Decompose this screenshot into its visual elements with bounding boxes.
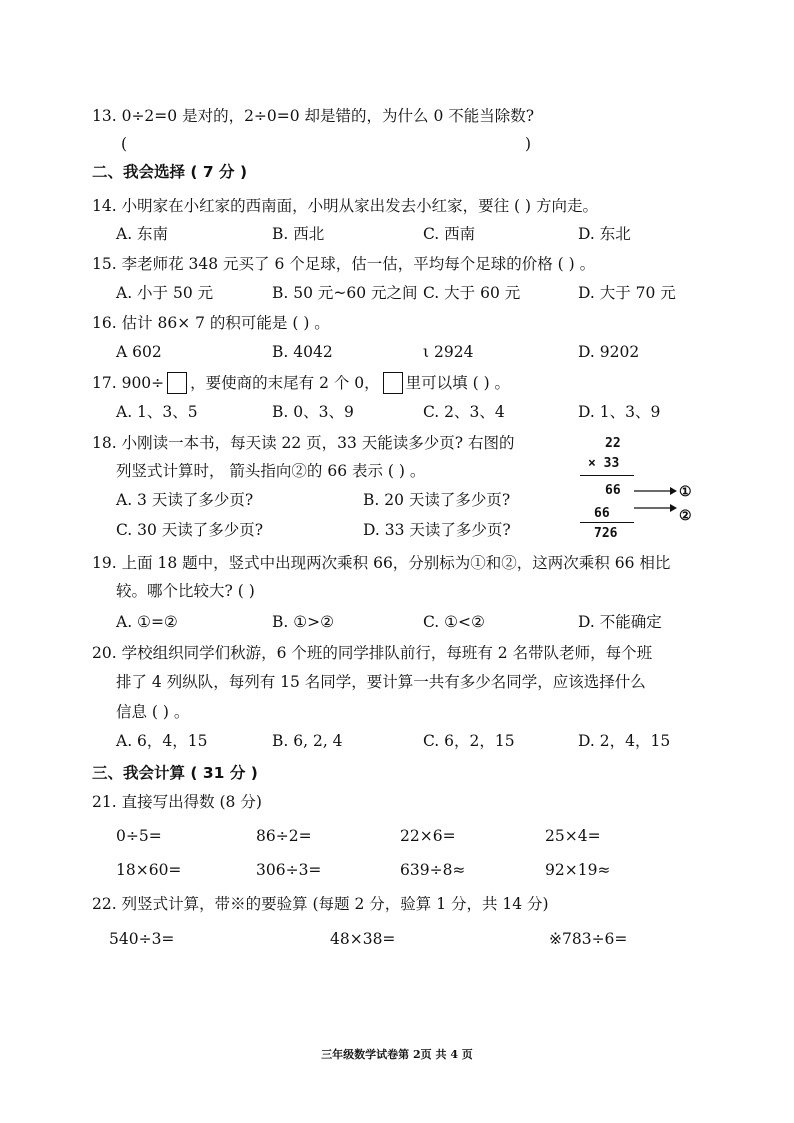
option-a: A. ①=② <box>116 613 178 631</box>
question-16: 16. 估计 86× 7 的积可能是 ( ) 。 <box>92 314 330 332</box>
question-21-title: 21. 直接写出得数 (8 分) <box>92 793 262 811</box>
question-19-line-2: 较。哪个比较大? ( ) <box>116 582 255 600</box>
question-14: 14. 小明家在小红家的西南面，小明从家出发去小红家，要往 ( ) 方向走。 <box>92 197 598 215</box>
question-20-line-2: 排了 4 列纵队，每列有 15 名同学，要计算一共有多少名同学，应该选择什么 <box>116 673 646 691</box>
rule-line <box>580 522 634 523</box>
option-b: B. 4042 <box>272 343 333 361</box>
question-20-line-1: 20. 学校组织同学们秋游，6 个班的同学排队前行，每班有 2 名带队老师，每个班 <box>92 644 653 662</box>
partial-product-1: 66 <box>605 483 621 498</box>
arrow-icon <box>632 484 678 514</box>
question-19-line-1: 19. 上面 18 题中，竖式中出现两次乘积 66，分别标为①和②，这两次乘积 66 相比 <box>92 554 671 572</box>
option-c: C. 西南 <box>423 225 476 243</box>
q17-suffix: 里可以填 ( ) 。 <box>405 374 511 392</box>
option-c: C. ①<② <box>423 613 485 631</box>
rule-line <box>580 475 634 476</box>
marker-1: ① <box>679 484 692 500</box>
option-d: D. 2，4，15 <box>578 732 671 750</box>
option-d: D. 33 天读了多少页? <box>363 521 511 539</box>
section-3-title: 三、我会计算 ( 31 分 ) <box>92 764 258 782</box>
q17-middle: ，要使商的末尾有 2 个 0， <box>190 374 380 392</box>
multiplier: × 33 <box>588 456 620 471</box>
q17-prefix: 17. 900÷ <box>92 374 165 392</box>
question-13: 13. 0÷2=0 是对的，2÷0=0 却是错的，为什么 0 不能当除数? <box>92 107 535 125</box>
option-a: A. 6，4，15 <box>116 732 208 750</box>
option-c: ι 2924 <box>423 343 474 361</box>
option-d: D. 1、3、9 <box>578 403 661 421</box>
calc-item: ※783÷6= <box>549 930 628 948</box>
calc-item: 22×6= <box>400 827 456 845</box>
option-b: B. 50 元~60 元之间 <box>272 284 418 302</box>
option-b: B. 6, 2, 4 <box>272 732 343 750</box>
option-a: A. 东南 <box>116 225 169 243</box>
question-15: 15. 李老师花 348 元买了 6 个足球，估一估，平均每个足球的价格 ( ) 。 <box>92 255 596 273</box>
option-c: C. 2、3、4 <box>423 403 505 421</box>
calc-item: 92×19≈ <box>545 861 611 879</box>
answer-blank-right: ) <box>525 135 532 153</box>
answer-box <box>167 372 187 394</box>
calc-item: 639÷8≈ <box>400 861 466 879</box>
question-20-line-3: 信息 ( ) 。 <box>116 703 190 721</box>
calc-item: 540÷3= <box>109 930 175 948</box>
option-b: B. 西北 <box>272 225 325 243</box>
option-c: C. 大于 60 元 <box>423 284 521 302</box>
option-a: A. 1、3、5 <box>116 403 198 421</box>
option-d: D. 9202 <box>578 343 640 361</box>
multiplicand: 22 <box>605 436 621 451</box>
calc-item: 48×38= <box>330 930 396 948</box>
option-d: D. 不能确定 <box>578 613 662 631</box>
option-d: D. 东北 <box>578 225 631 243</box>
option-b: B. 0、3、9 <box>272 403 354 421</box>
question-18-line-1: 18. 小刚读一本书，每天读 22 页，33 天能读多少页? 右图的 <box>92 434 515 452</box>
calc-item: 0÷5= <box>116 827 162 845</box>
option-a: A. 3 天读了多少页? <box>116 491 254 509</box>
option-b: B. ①>② <box>272 613 335 631</box>
option-b: B. 20 天读了多少页? <box>363 491 511 509</box>
option-a: A. 小于 50 元 <box>116 284 214 302</box>
option-d: D. 大于 70 元 <box>578 284 676 302</box>
calc-item: 306÷3= <box>256 861 322 879</box>
calc-item: 18×60= <box>116 861 182 879</box>
question-18-line-2: 列竖式计算时， 箭头指向②的 66 表示 ( ) 。 <box>116 462 426 480</box>
option-c: C. 6，2，15 <box>423 732 515 750</box>
option-c: C. 30 天读了多少页? <box>116 521 264 539</box>
final-product: 726 <box>594 526 618 541</box>
calc-item: 86÷2= <box>256 827 312 845</box>
calc-item: 25×4= <box>545 827 601 845</box>
question-17 <box>92 372 510 394</box>
option-a: A 602 <box>116 343 162 361</box>
partial-product-2: 66 <box>594 506 610 521</box>
section-2-title: 二、我会选择 ( 7 分 ) <box>92 163 248 181</box>
question-22-title: 22. 列竖式计算，带※的要验算 (每题 2 分，验算 1 分，共 14 分) <box>92 895 549 913</box>
answer-box <box>383 372 403 394</box>
answer-blank-left: ( <box>121 135 128 153</box>
marker-2: ② <box>679 508 692 524</box>
page-footer: 三年级数学试卷第 2页 共 4 页 <box>321 1048 473 1061</box>
